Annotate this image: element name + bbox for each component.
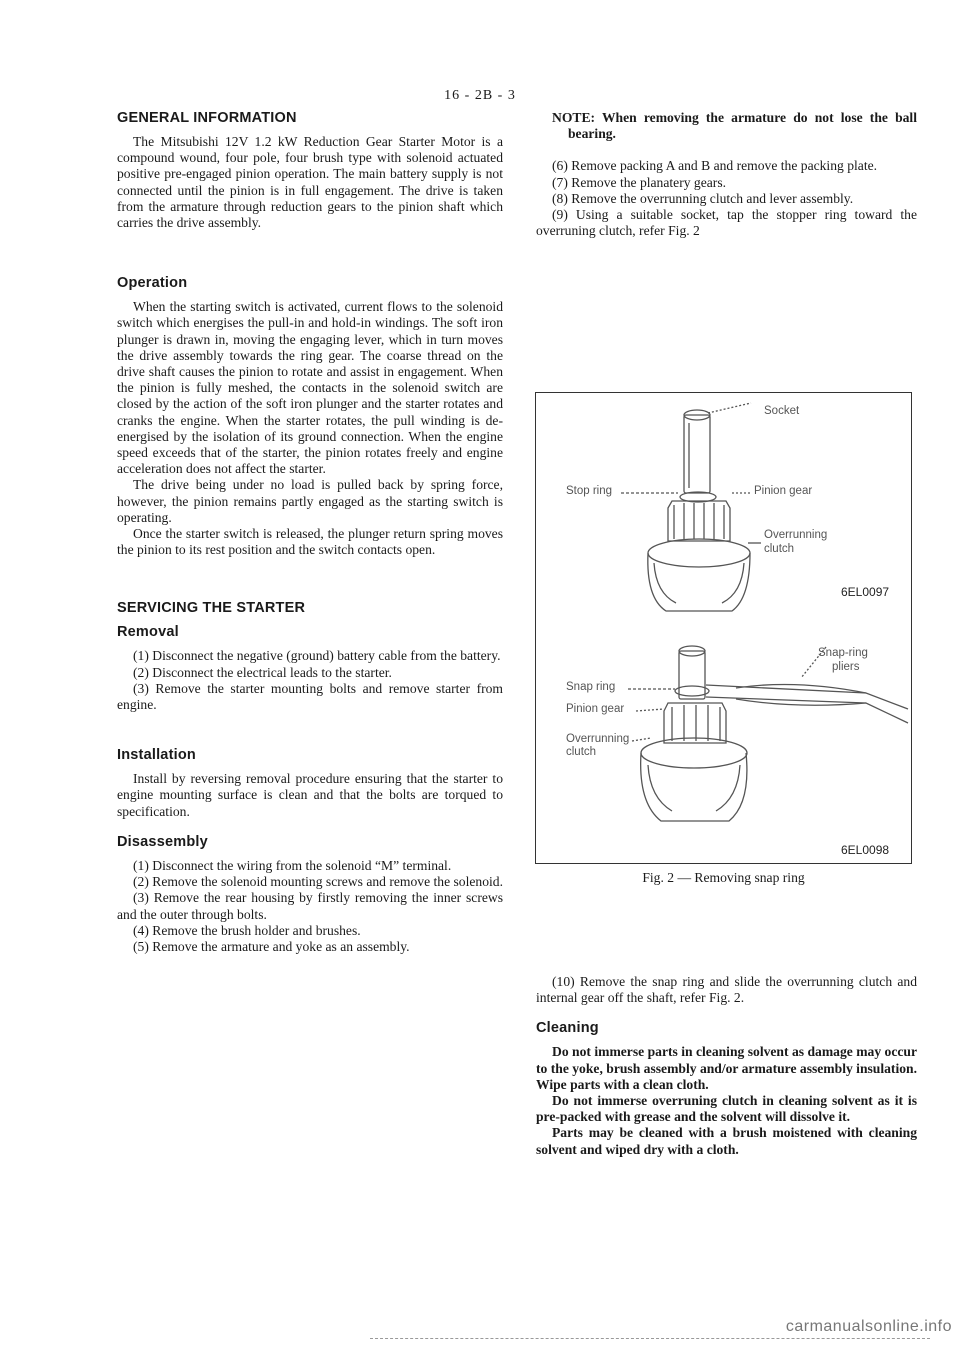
cleaning-paragraph-2: Do not immerse overruning clutch in cleaning solvent as it is pre-packed with grease and the solvent will dissolve it. (536, 1093, 917, 1125)
socket-leader-line (708, 403, 751, 413)
general-information-text: The Mitsubishi 12V 1.2 kW Reduction Gear Starter Motor is a compound wound, four pole, four brush type with solenoid actuated positive pre-engaged pinion operation. The main battery supply is not connected until the pinion is in full engagement. The drive is taken from the armature through reduction gears to the pinion shaft which carries the drive assembly. (117, 134, 503, 231)
disassembly-step-8: (8) Remove the overrunning clutch and lever assembly. (552, 190, 854, 206)
label-socket: Socket (764, 405, 800, 417)
socket-shape (684, 415, 710, 493)
snap-ring-shape (675, 686, 709, 696)
footer-watermark: carmanualsonline.info (785, 1318, 952, 1335)
disassembly-step-1: (1) Disconnect the wiring from the solenoid “M” terminal. (133, 857, 452, 873)
disassembly-step-5: (5) Remove the armature and yoke as an assembly. (133, 938, 410, 954)
pinion-gear-shape (668, 501, 730, 541)
label-overrunning-top-1: Overrunning (764, 529, 828, 541)
disassembly-heading: Disassembly (117, 833, 208, 850)
removal-heading: Removal (117, 624, 179, 641)
footer (0, 1318, 960, 1353)
label-overrunning-top-2: clutch (764, 543, 795, 555)
right-column-top (536, 110, 917, 239)
figure-code-top: 6EL0097 (841, 585, 890, 599)
disassembly-step-4: (4) Remove the brush holder and brushes. (133, 922, 361, 938)
disassembly-step-9: (9) Using a suitable socket, tap the stopper ring toward the overruning clutch, refer Fig. 2 (536, 207, 917, 239)
note-text: NOTE: When removing the armature do not lose the ball bearing. (552, 110, 917, 142)
footer-rule (370, 1338, 930, 1339)
removal-step-3: (3) Remove the starter mounting bolts and remove starter from engine. (117, 680, 503, 713)
general-information-heading: GENERAL INFORMATION (117, 110, 297, 126)
label-stop-ring: Stop ring (566, 485, 613, 497)
snap-ring-pliers-shape (706, 685, 908, 723)
operation-paragraph-2: The drive being under no load is pulled back by spring force, however, the pinion remains partly engaged as the starting switch is operating. (117, 477, 503, 525)
installation-text: Install by reversing removal procedure ensuring that the starter to engine mounting surface is clean and that the bolts are torqued to specification. (117, 771, 503, 819)
cleaning-paragraph-1: Do not immerse parts in cleaning solvent as damage may occur to the yoke, brush assembly and/or armature assembly insulation. Wipe parts with a clean cloth. (536, 1044, 917, 1092)
label-overrunning-bottom-2: clutch (566, 746, 597, 758)
figure-code-bottom: 6EL0098 (841, 843, 890, 857)
installation-heading: Installation (117, 747, 196, 764)
disassembly-step-10: (10) Remove the snap ring and slide the overrunning clutch and internal gear off the shaft, refer Fig. 2. (536, 974, 917, 1006)
overrunning-clutch-shape (648, 553, 750, 611)
figure-2-illustration (536, 393, 910, 862)
operation-paragraph-3: Once the starter switch is released, the plunger return spring moves the pinion to its rest position and the switch contacts open. (117, 526, 503, 558)
shaft-shape (679, 651, 705, 699)
cleaning-paragraph-3: Parts may be cleaned with a brush moistened with cleaning solvent and wiped dry with a cloth. (536, 1125, 917, 1157)
label-snap-ring-pliers-1: Snap-ring (818, 647, 868, 659)
disassembly-step-2: (2) Remove the solenoid mounting screws and remove the solenoid. (133, 874, 503, 890)
removal-step-2: (2) Disconnect the electrical leads to the starter. (133, 664, 392, 680)
cleaning-heading: Cleaning (536, 1020, 599, 1037)
label-snap-ring: Snap ring (566, 681, 616, 693)
figure-2-box (535, 392, 912, 864)
label-overrunning-bottom-1: Overrunning (566, 733, 630, 745)
figure-caption: Fig. 2 — Removing snap ring (642, 870, 805, 885)
removal-step-1: (1) Disconnect the negative (ground) battery cable from the battery. (133, 648, 501, 664)
operation-paragraph-1: When the starting switch is activated, current flows to the solenoid switch which energises the pull-in and hold-in windings. The soft iron plunger is drawn in, moving the engaging lever, which in turn moves the drive assembly towards the ring gear. The coarse thread on the drive shaft causes the pinion to rotate and assist in engagement. When the pinion is fully meshed, the contacts in the solenoid switch are closed by the action of the soft iron plunger and the starter rotates and cranks the engine. When the starter rotates, the pull winding is de-energised by the isolation of its ground connection. When the engine speed exceeds that of the starter, the pinion rotates freely and engine acceleration does not affect the starter. (117, 299, 503, 477)
page-number: 16 - 2B - 3 (444, 88, 516, 103)
disassembly-step-3: (3) Remove the rear housing by firstly removing the inner screws and the outer through bolts. (117, 890, 503, 922)
left-column (117, 110, 503, 955)
right-column-bottom (536, 974, 917, 1158)
disassembly-step-6: (6) Remove packing A and B and remove the packing plate. (552, 158, 878, 174)
label-pinion-gear-top: Pinion gear (754, 485, 813, 497)
label-pinion-gear-bottom: Pinion gear (566, 703, 625, 715)
label-snap-ring-pliers-2: pliers (832, 661, 860, 673)
operation-heading: Operation (117, 275, 188, 292)
servicing-heading: SERVICING THE STARTER (117, 600, 306, 617)
disassembly-step-7: (7) Remove the planatery gears. (552, 174, 727, 190)
